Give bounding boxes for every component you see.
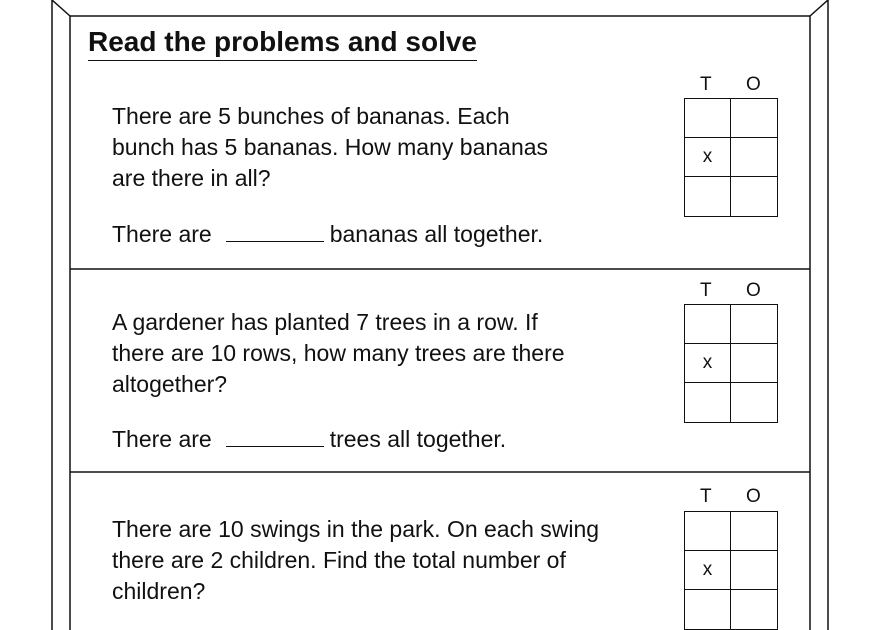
grid-cell-marked[interactable]: x [685, 138, 731, 177]
grid-cell-marked[interactable]: x [685, 344, 731, 383]
problem-line: A gardener has planted 7 trees in a row. If [112, 309, 538, 335]
problem-text [112, 514, 672, 607]
problem-line: there are 10 rows, how many trees are there [112, 340, 565, 366]
problem-line: are there in all? [112, 165, 271, 191]
grid-cell[interactable] [731, 590, 777, 629]
grid-cell[interactable] [731, 138, 777, 177]
grid-cell[interactable] [731, 383, 777, 422]
ones-label: O [746, 74, 761, 95]
tens-label: T [700, 486, 712, 507]
problem-line: There are 10 swings in the park. On each swing [112, 516, 600, 542]
grid-cell[interactable] [685, 177, 731, 216]
answer-blank[interactable] [226, 221, 324, 242]
ones-label: O [746, 280, 761, 301]
grid-cell[interactable] [685, 99, 731, 138]
grid-cell[interactable] [731, 99, 777, 138]
answer-suffix: bananas all together. [329, 221, 544, 247]
problem-text [112, 101, 672, 194]
problem-line: There are 5 bunches of bananas. Each [112, 103, 510, 129]
answer-suffix: trees all together. [329, 426, 507, 452]
grid-cell[interactable] [685, 383, 731, 422]
grid-cell[interactable] [731, 305, 777, 344]
problem-text [112, 307, 672, 400]
tens-ones-grid [684, 98, 778, 217]
grid-cell[interactable] [685, 512, 731, 551]
answer-sentence [112, 425, 506, 453]
tens-ones-grid [684, 304, 778, 423]
answer-prefix: There are [112, 426, 212, 452]
answer-blank[interactable] [226, 426, 324, 447]
tens-ones-grid [684, 511, 778, 630]
worksheet-title: Read the problems and solve [88, 26, 477, 61]
grid-cell[interactable] [731, 512, 777, 551]
problem-line: bunch has 5 bananas. How many bananas [112, 134, 549, 160]
grid-cell-marked[interactable]: x [685, 551, 731, 590]
grid-cell[interactable] [685, 305, 731, 344]
grid-cell[interactable] [731, 344, 777, 383]
grid-cell[interactable] [731, 551, 777, 590]
problem-line: there are 2 children. Find the total number of [112, 547, 566, 573]
grid-cell[interactable] [731, 177, 777, 216]
grid-cell[interactable] [685, 590, 731, 629]
answer-sentence [112, 220, 543, 248]
tens-label: T [700, 74, 712, 95]
problem-line: altogether? [112, 371, 228, 397]
ones-label: O [746, 486, 761, 507]
problem-line: children? [112, 578, 206, 604]
tens-label: T [700, 280, 712, 301]
answer-prefix: There are [112, 221, 212, 247]
